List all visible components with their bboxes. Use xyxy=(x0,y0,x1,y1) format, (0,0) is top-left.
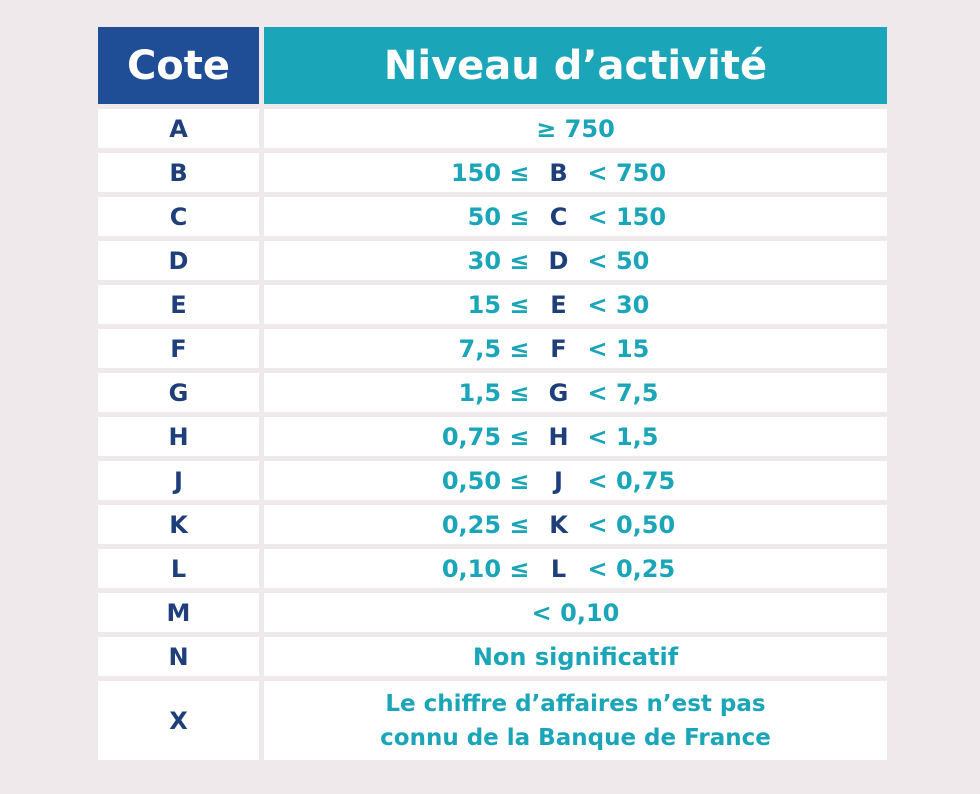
range-grade: B xyxy=(549,158,568,187)
range-grade: L xyxy=(550,554,567,583)
range-grade: D xyxy=(548,246,569,275)
table-row xyxy=(98,505,887,544)
range-grade: E xyxy=(550,290,567,319)
range-high: < 0,50 xyxy=(587,510,676,539)
cote-cell: X xyxy=(98,681,259,760)
range-high: < 150 xyxy=(587,202,667,231)
cote-cell: G xyxy=(98,373,259,412)
range-low: 150 ≤ xyxy=(450,158,530,187)
niveau-cell xyxy=(264,109,887,148)
niveau-cell xyxy=(264,373,887,412)
table-row xyxy=(98,373,887,412)
range-low: 0,75 ≤ xyxy=(441,422,530,451)
range xyxy=(430,203,688,231)
niveau-cell xyxy=(264,241,887,280)
range-low: 0,50 ≤ xyxy=(441,466,530,495)
niveau-text-line: Le chiffre d’affaires n’est pas xyxy=(385,690,766,717)
range-grade: F xyxy=(550,334,567,363)
niveau-text: ≥ 750 xyxy=(536,114,615,143)
range-high: < 15 xyxy=(587,334,650,363)
range-grade: K xyxy=(549,510,568,539)
niveau-text-line: connu de la Banque de France xyxy=(380,724,771,751)
niveau-cell xyxy=(264,593,887,632)
table-row xyxy=(98,461,887,500)
range-high: < 1,5 xyxy=(587,422,659,451)
table-row xyxy=(98,549,887,588)
cote-cell: H xyxy=(98,417,259,456)
range-high: < 50 xyxy=(587,246,650,275)
range xyxy=(430,247,688,275)
range-low: 0,25 ≤ xyxy=(441,510,530,539)
cote-cell: L xyxy=(98,549,259,588)
cote-cell: A xyxy=(98,109,259,148)
range-low: 7,5 ≤ xyxy=(458,334,530,363)
cote-cell: D xyxy=(98,241,259,280)
cote-cell: B xyxy=(98,153,259,192)
range-low: 30 ≤ xyxy=(467,246,530,275)
table-row xyxy=(98,417,887,456)
table-row xyxy=(98,593,887,632)
table-row xyxy=(98,329,887,368)
table-row xyxy=(98,153,887,192)
range-high: < 0,75 xyxy=(587,466,676,495)
cote-cell: K xyxy=(98,505,259,544)
range-grade: H xyxy=(548,422,569,451)
range-low: 1,5 ≤ xyxy=(458,378,530,407)
niveau-cell xyxy=(264,637,887,676)
niveau-cell xyxy=(264,417,887,456)
niveau-text: < 0,10 xyxy=(531,598,620,627)
rating-table xyxy=(98,27,887,760)
table-row xyxy=(98,197,887,236)
niveau-text: Non significatif xyxy=(472,642,679,671)
range-low: 15 ≤ xyxy=(467,290,530,319)
range xyxy=(430,335,688,363)
range xyxy=(430,511,688,539)
range xyxy=(430,555,688,583)
range-high: < 30 xyxy=(587,290,650,319)
range xyxy=(430,159,688,187)
range-grade: C xyxy=(549,202,568,231)
table-row xyxy=(98,241,887,280)
niveau-cell xyxy=(264,329,887,368)
range-grade: G xyxy=(548,378,569,407)
range-high: < 7,5 xyxy=(587,378,659,407)
table-row xyxy=(98,109,887,148)
range xyxy=(430,379,688,407)
range-high: < 0,25 xyxy=(587,554,676,583)
header-cote: Cote xyxy=(98,27,259,104)
cote-cell: E xyxy=(98,285,259,324)
range-high: < 750 xyxy=(587,158,667,187)
table-header xyxy=(98,27,887,104)
cote-cell: F xyxy=(98,329,259,368)
niveau-cell xyxy=(264,197,887,236)
table-row xyxy=(98,681,887,760)
niveau-cell xyxy=(264,549,887,588)
range xyxy=(430,467,688,495)
niveau-cell xyxy=(264,505,887,544)
niveau-cell xyxy=(264,681,887,760)
header-niveau: Niveau d’activité xyxy=(264,27,887,104)
niveau-cell xyxy=(264,153,887,192)
range xyxy=(430,291,688,319)
cote-cell: M xyxy=(98,593,259,632)
range-grade: J xyxy=(554,466,563,495)
range xyxy=(430,423,688,451)
table-row xyxy=(98,637,887,676)
cote-cell: C xyxy=(98,197,259,236)
table-row xyxy=(98,285,887,324)
cote-cell: J xyxy=(98,461,259,500)
niveau-cell xyxy=(264,285,887,324)
range-low: 0,10 ≤ xyxy=(441,554,530,583)
range-low: 50 ≤ xyxy=(467,202,530,231)
cote-cell: N xyxy=(98,637,259,676)
niveau-cell xyxy=(264,461,887,500)
niveau-text xyxy=(380,687,771,755)
